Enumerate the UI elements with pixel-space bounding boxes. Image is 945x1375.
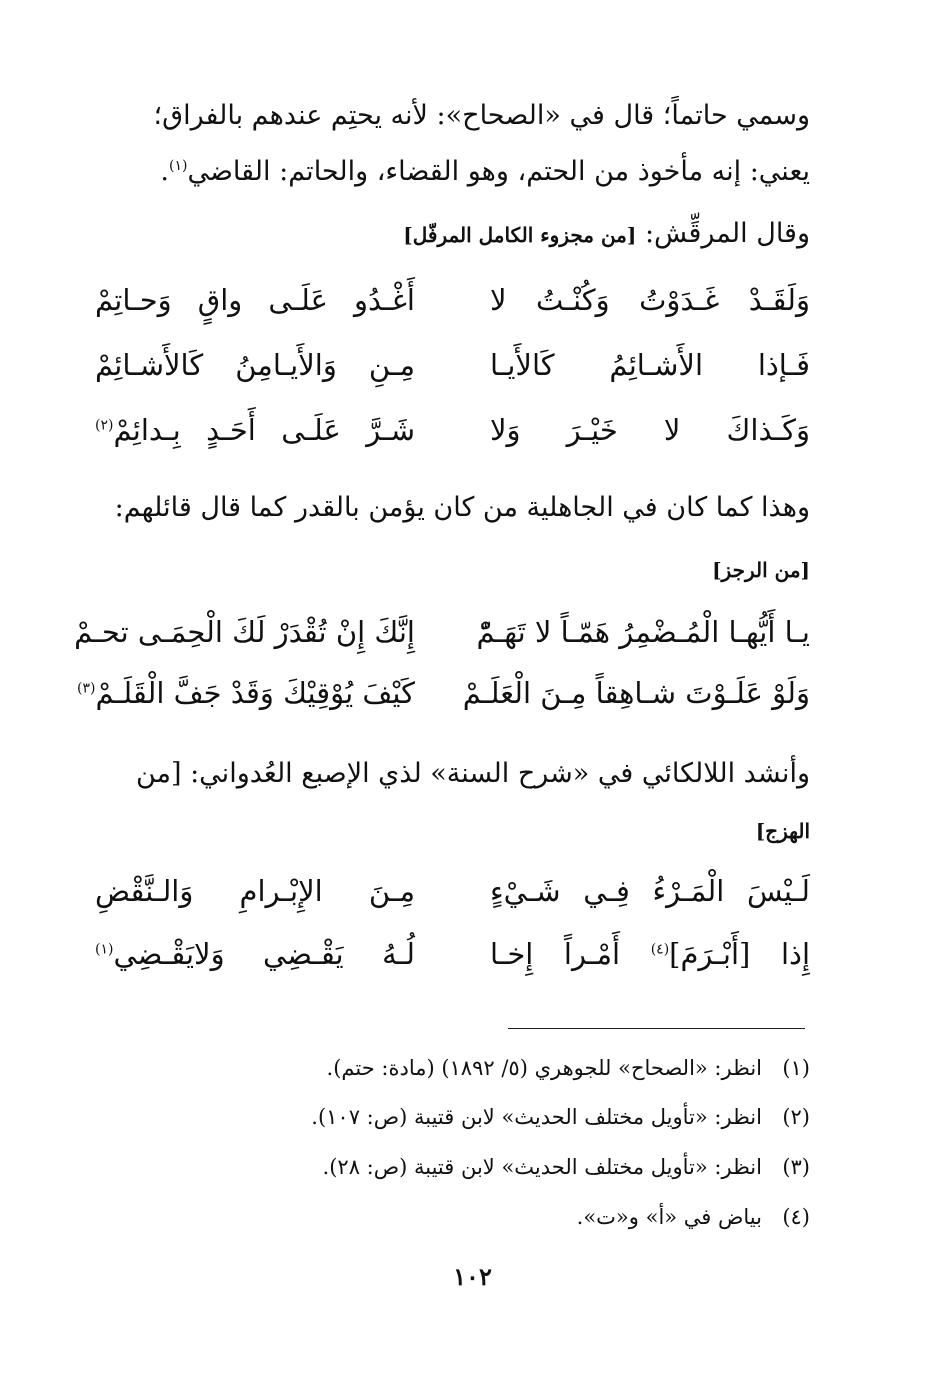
footnote <box>95 1102 810 1132</box>
footnote-text: انظر: «الصحاح» للجوهري (٥/ ١٨٩٢) (مادة: حتم). <box>326 1056 762 1080</box>
hemistich-first <box>490 929 810 979</box>
verse-line <box>95 340 810 390</box>
paragraph-line <box>95 92 810 140</box>
hemistich-first: فَـإذا الأَشـائِمُ كَالأَيـا <box>490 348 810 382</box>
footnote <box>95 1053 810 1083</box>
footnote-text: بياض في «أ» و«ت». <box>576 1205 762 1229</box>
text: لُـهُ يَقْـضِي وَلايَقْـضِي <box>113 937 415 971</box>
footnote-ref: (٢) <box>95 417 114 434</box>
footnote-number: (١) <box>782 1056 810 1080</box>
text: . <box>160 156 170 187</box>
footnote-number: (٢) <box>782 1105 810 1129</box>
meter-label: الهزج] <box>755 819 810 843</box>
page-number: ١٠٢ <box>453 1262 492 1291</box>
paragraph-line <box>95 545 810 594</box>
hemistich-second <box>76 668 415 718</box>
footnote-number: (٤) <box>782 1205 810 1229</box>
meter-label: [من الرجز] <box>712 558 810 582</box>
footnote-ref: (١) <box>169 158 188 174</box>
text: كَيْفَ يُوْقِيْكَ وَقَدْ جَفَّ الْقَلَـمْ <box>95 676 415 710</box>
footnote-ref: (٣) <box>76 680 96 697</box>
text: أَمْـراً إِخـا <box>490 937 621 971</box>
hemistich-first: وَلَوْ عَلَـوْتَ شـاهِقاً مِـنَ الْعَلَـمْ <box>462 676 810 710</box>
footnote-text: انظر: «تأويل مختلف الحديث» لابن قتيبة (ص: ١٠٧). <box>311 1105 762 1129</box>
text: وهذا كما كان في الجاهلية من كان يؤمن بالقدر كما قال قائلهم: <box>114 492 810 523</box>
hemistich-second: إِنَّكَ إِنْ تُقْدَرْ لَكَ الْحِمَـى تحـمْ <box>74 615 415 649</box>
hemistich-first: يـا أَيُّهـا الْمُـضْمِرُ هَمّـاً لا تَهَـمّْ <box>476 615 810 649</box>
text: إِذا [أَبْـرَمَ] <box>669 937 810 971</box>
verse-line <box>76 668 810 718</box>
footnote <box>95 1152 810 1182</box>
verse-line <box>74 607 810 657</box>
hemistich-second: مِـنِ وَالأَيـامِنُ كَالأَشـائِمْ <box>95 348 415 382</box>
footnote-ref: (٤) <box>650 941 670 958</box>
hemistich-first: وَلَقَـدْ غَـدَوْتُ وَكُنْـتُ لا <box>490 283 810 317</box>
text: وقال المرقِّش: <box>644 218 810 249</box>
footnote-separator <box>508 1028 805 1029</box>
verse-line <box>95 866 810 916</box>
hemistich-second <box>95 405 415 455</box>
hemistich-second <box>95 929 415 979</box>
paragraph-line <box>95 750 810 798</box>
text: وأنشد اللالكائي في «شرح السنة» لذي الإصبع العُدواني: [من <box>135 758 810 789</box>
hemistich-second: مِـنَ الإِبْـرامِ وَالـنَّقْضِ <box>95 874 415 908</box>
footnote-ref: (١) <box>95 941 114 958</box>
paragraph-line <box>115 484 810 532</box>
meter-label: [من مجزوء الكامل المرفّل] <box>403 223 637 247</box>
verse-line <box>95 275 810 325</box>
text: وسمي حاتماً؛ قال في «الصحاح»: لأنه يحتِم عندهم بالفراق؛ <box>153 100 810 131</box>
footnote <box>95 1202 810 1232</box>
hemistich-second: أَغْـدُو عَلَـى واقٍ وَحـاتِمْ <box>95 283 415 317</box>
footnote-text: انظر: «تأويل مختلف الحديث» لابن قتيبة (ص: ٢٨). <box>322 1155 762 1179</box>
footnote-number: (٣) <box>782 1155 810 1179</box>
text: شَـرَّ عَلَـى أَحَـدٍ بِـدائِمْ <box>113 413 415 447</box>
paragraph-line <box>95 806 810 855</box>
hemistich-first: لَـيْسَ الْمَـرْءُ فِـي شَـيْءٍ <box>490 874 810 908</box>
paragraph-line <box>403 210 810 259</box>
verse-line <box>95 929 810 979</box>
text: يعني: إنه مأخوذ من الحتم، وهو القضاء، والحاتم: القاضي <box>187 156 810 187</box>
paragraph-line <box>95 148 810 196</box>
verse-line <box>95 405 810 455</box>
hemistich-first: وَكَـذاكَ لا خَيْـرَ وَلا <box>490 413 810 447</box>
